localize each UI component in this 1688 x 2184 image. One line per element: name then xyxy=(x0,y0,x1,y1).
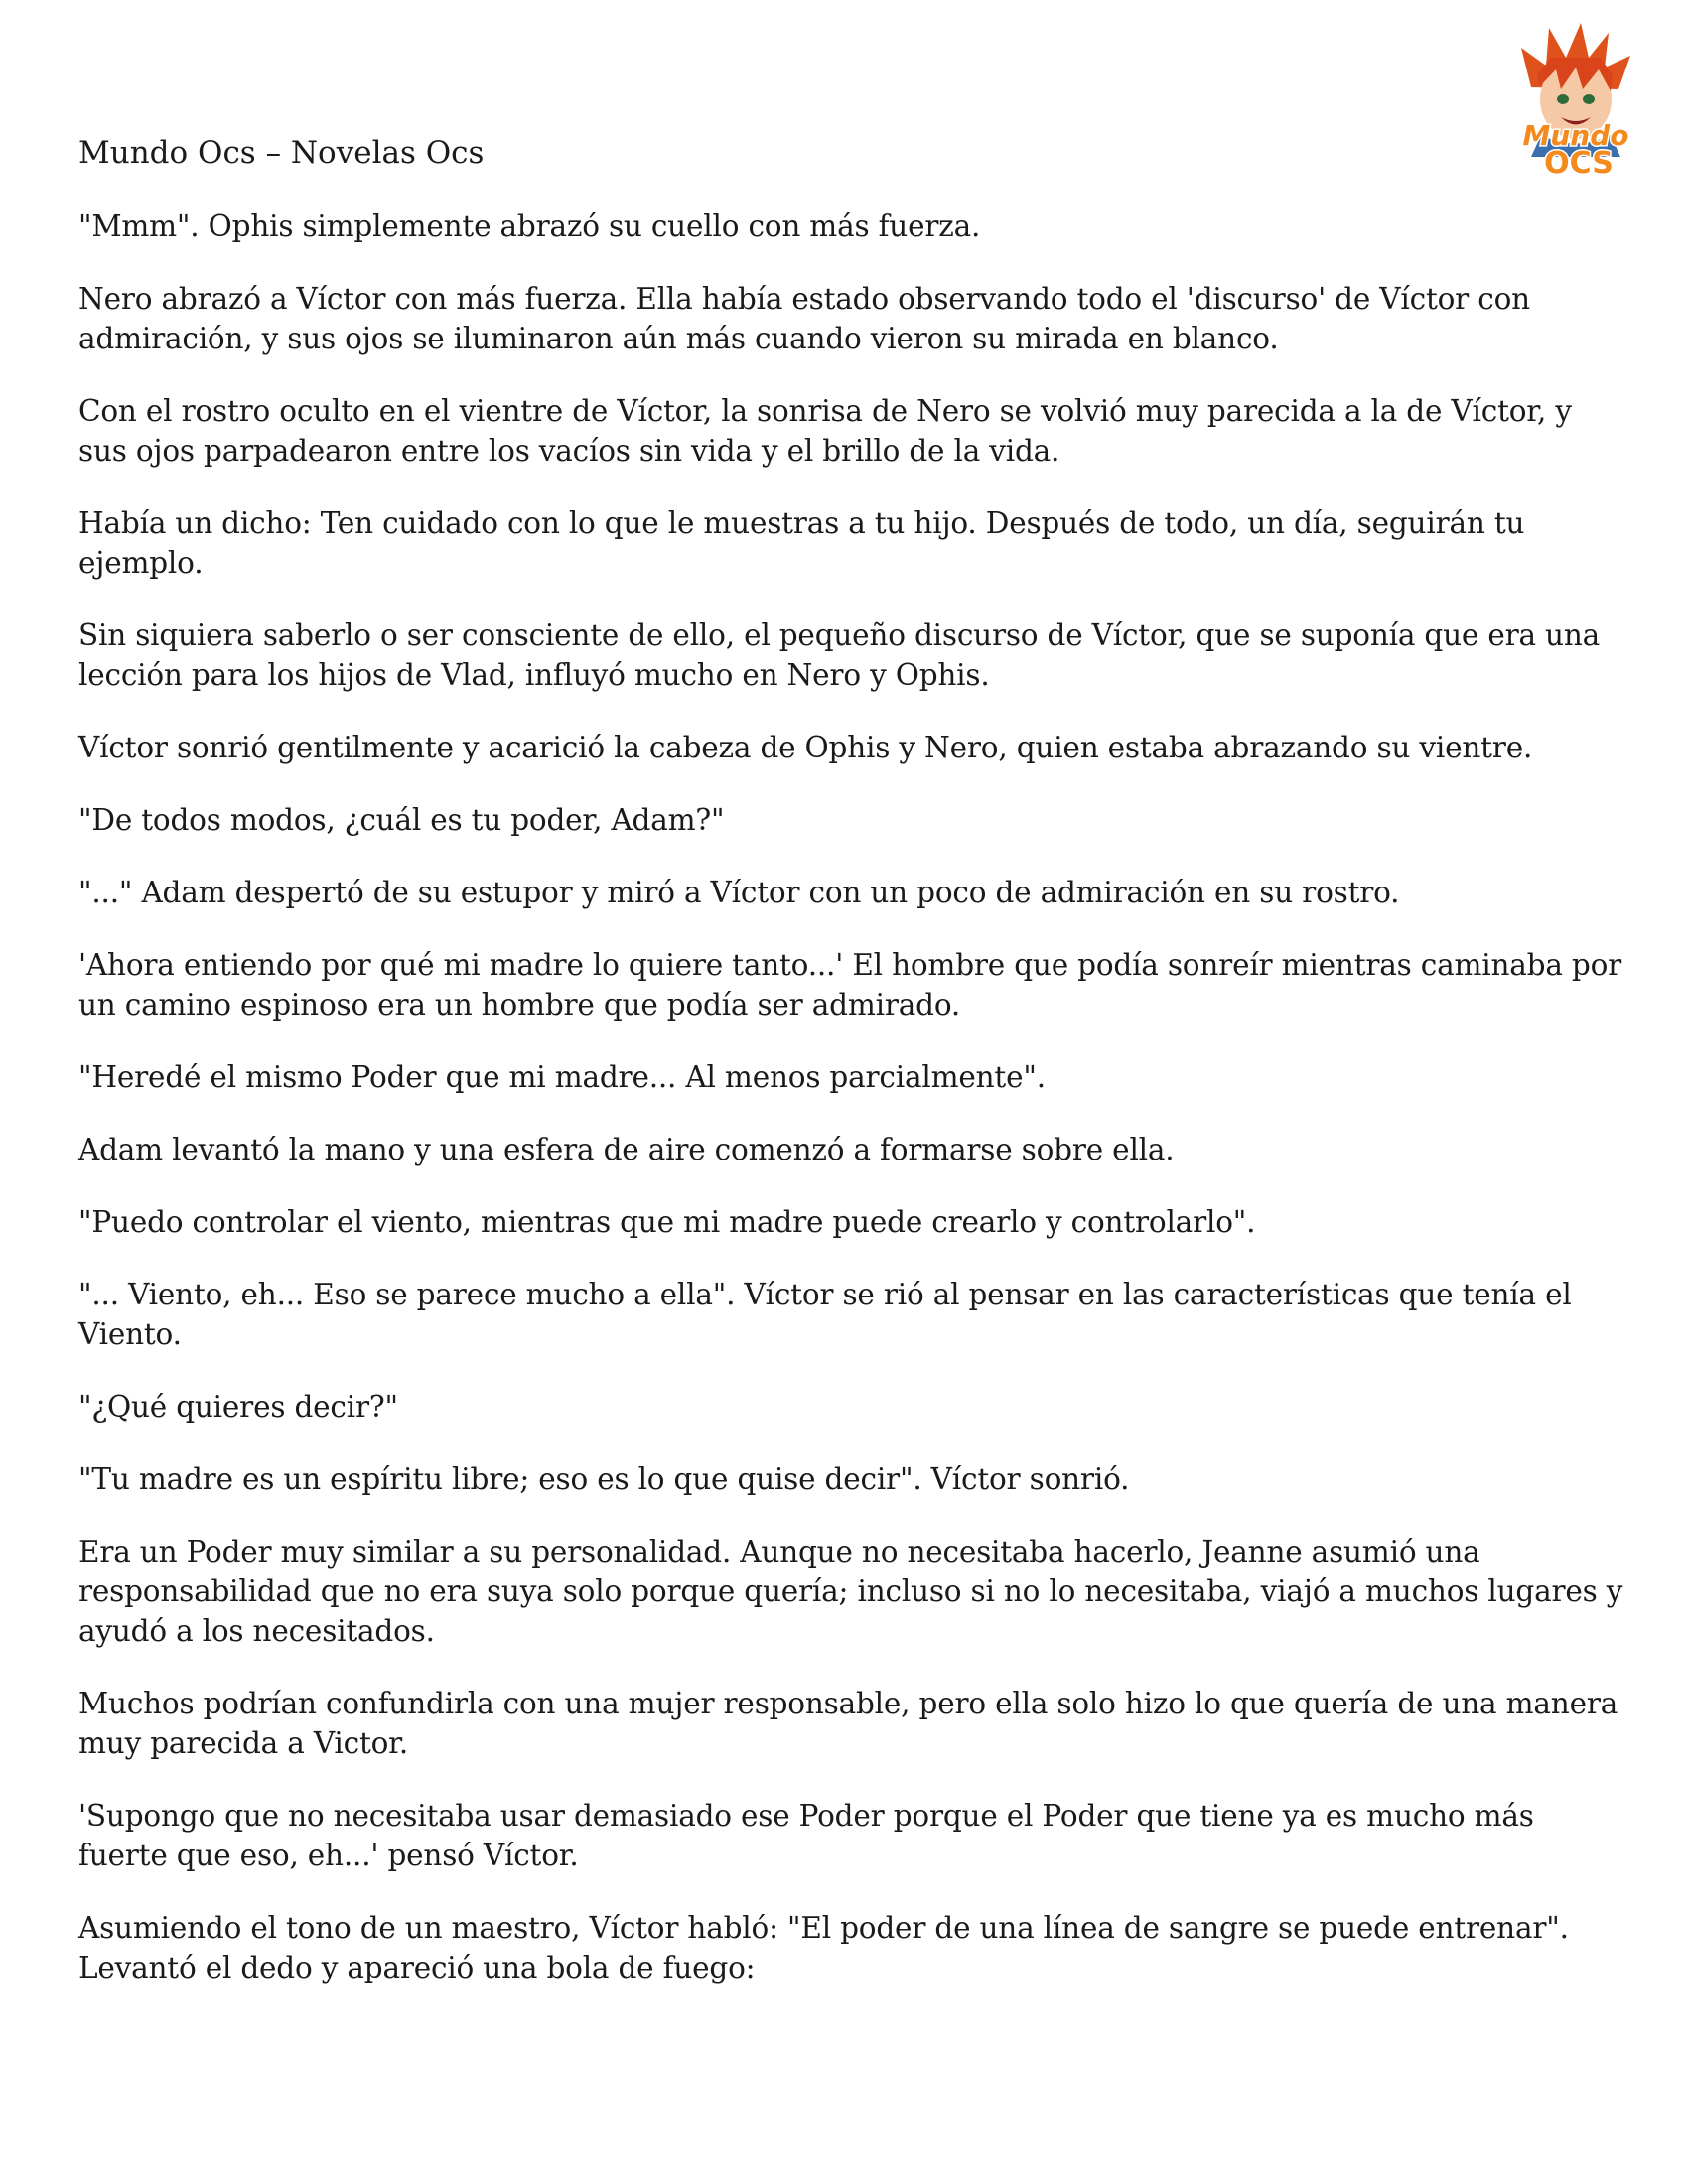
paragraph: Era un Poder muy similar a su personalidad. Aunque no necesitaba hacerlo, Jeanne asumió una responsabilidad que no era suya solo porque quería; incluso si no lo necesitaba, viajó a muchos lugares y ayudó a los necesitados. xyxy=(78,1535,1623,1648)
paragraph: Había un dicho: Ten cuidado con lo que le muestras a tu hijo. Después de todo, un día, seguirán tu ejemplo. xyxy=(78,506,1525,580)
paragraph: 'Ahora entiendo por qué mi madre lo quiere tanto...' El hombre que podía sonreír mientras caminaba por un camino espinoso era un hombre que podía ser admirado. xyxy=(78,948,1622,1022)
paragraph: Asumiendo el tono de un maestro, Víctor habló: "El poder de una línea de sangre se puede entrenar". Levantó el dedo y apareció una bola de fuego: xyxy=(78,1911,1569,1984)
paragraph: "Mmm". Ophis simplemente abrazó su cuello con más fuerza. xyxy=(78,209,981,243)
logo-text-line2: OCS xyxy=(1544,146,1614,177)
paragraph: "De todos modos, ¿cuál es tu poder, Adam?" xyxy=(78,803,725,837)
paragraph: "..." Adam despertó de su estupor y miró a Víctor con un poco de admiración en su rostro. xyxy=(78,876,1400,909)
paragraph: "... Viento, eh... Eso se parece mucho a ella". Víctor se rió al pensar en las características que tenía el Viento. xyxy=(78,1278,1572,1351)
paragraph: "Tu madre es un espíritu libre; eso es lo que quise decir". Víctor sonrió. xyxy=(78,1462,1130,1496)
paragraph: "Heredé el mismo Poder que mi madre... Al menos parcialmente". xyxy=(78,1060,1046,1094)
paragraph: Muchos podrían confundirla con una mujer responsable, pero ella solo hizo lo que quería de una manera muy parecida a Victor. xyxy=(78,1687,1618,1760)
paragraph: Con el rostro oculto en el vientre de Víctor, la sonrisa de Nero se volvió muy parecida a la de Víctor, y sus ojos parpadearon entre los vacíos sin vida y el brillo de la vida. xyxy=(78,394,1572,468)
paragraph: 'Supongo que no necesitaba usar demasiado ese Poder porque el Poder que tiene ya es mucho más fuerte que eso, eh...' pensó Víctor. xyxy=(78,1799,1534,1872)
mundo-ocs-logo xyxy=(1501,18,1650,177)
logo-text-line1: Mundo xyxy=(1522,119,1629,152)
logo-graphic xyxy=(1501,18,1650,177)
paragraph: Víctor sonrió gentilmente y acarició la cabeza de Ophis y Nero, quien estaba abrazando su vientre. xyxy=(78,731,1533,764)
paragraph: Nero abrazó a Víctor con más fuerza. Ella había estado observando todo el 'discurso' de Víctor con admiración, y sus ojos se iluminaron aún más cuando vieron su mirada en blanco. xyxy=(78,282,1530,355)
paragraph: Adam levantó la mano y una esfera de aire comenzó a formarse sobre ella. xyxy=(78,1133,1175,1166)
document-body xyxy=(78,206,1627,2020)
paragraph: Sin siquiera saberlo o ser consciente de ello, el pequeño discurso de Víctor, que se suponía que era una lección para los hijos de Vlad, influyó mucho en Nero y Ophis. xyxy=(78,618,1601,692)
paragraph: "¿Qué quieres decir?" xyxy=(78,1390,398,1424)
paragraph: "Puedo controlar el viento, mientras que mi madre puede crearlo y controlarlo". xyxy=(78,1205,1256,1239)
document-header-title: Mundo Ocs – Novelas Ocs xyxy=(78,135,485,171)
